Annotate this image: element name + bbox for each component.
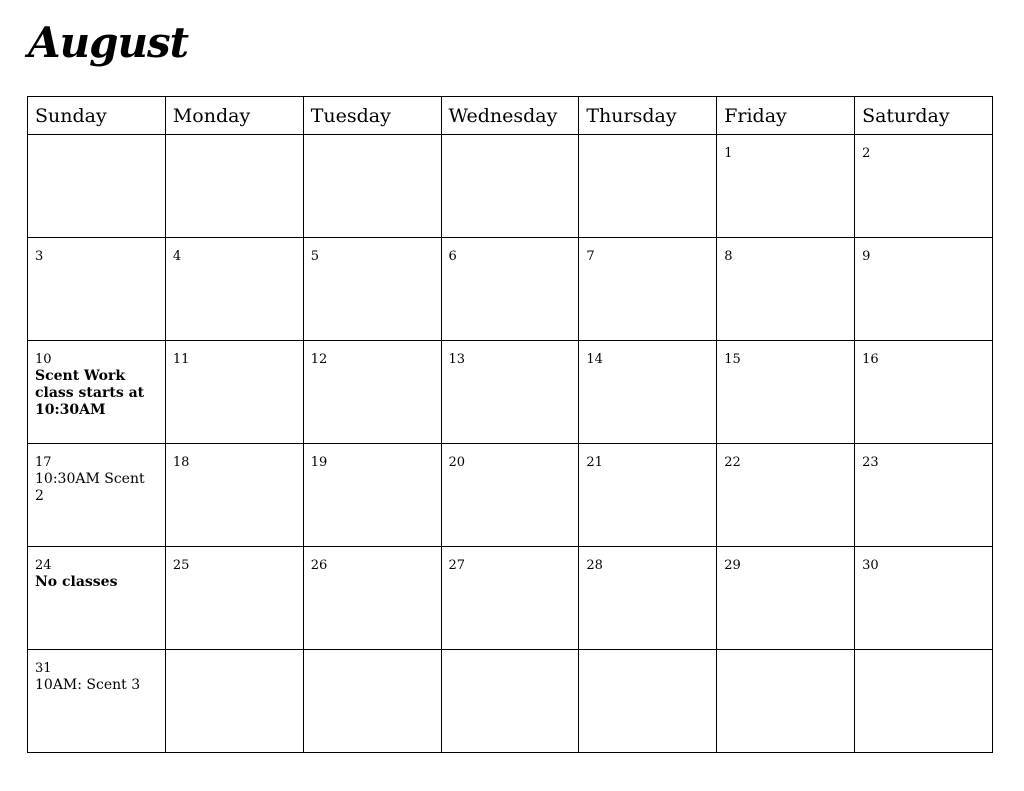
day-cell[interactable] (28, 547, 166, 650)
day-cell-content (717, 650, 854, 661)
day-cell[interactable] (441, 444, 579, 547)
day-number: 27 (448, 558, 466, 573)
day-cell[interactable] (579, 547, 717, 650)
day-cell-content (717, 135, 854, 162)
day-number: 26 (310, 558, 328, 573)
day-cell-content (166, 238, 303, 265)
week-row (28, 444, 993, 547)
day-cell[interactable] (717, 650, 855, 753)
weekday-header-saturday: Saturday (855, 97, 993, 135)
day-number: 1 (724, 146, 733, 161)
event-text: No classes (35, 574, 118, 590)
day-cell-content (579, 135, 716, 146)
day-number: 6 (448, 249, 457, 264)
day-number: 10 (35, 352, 52, 367)
day-cell-content (28, 444, 165, 505)
day-cell[interactable] (165, 238, 303, 341)
day-cell[interactable] (579, 238, 717, 341)
day-number: 4 (172, 249, 182, 264)
day-cell[interactable] (28, 238, 166, 341)
day-cell[interactable] (855, 547, 993, 650)
day-cell[interactable] (579, 341, 717, 444)
day-cell-content (579, 444, 716, 471)
calendar-body (28, 135, 993, 753)
day-cell[interactable] (717, 238, 855, 341)
day-number: 7 (586, 249, 595, 264)
day-cell[interactable] (303, 547, 441, 650)
day-cell-content (855, 444, 992, 471)
day-number: 16 (862, 352, 879, 367)
day-cell[interactable] (579, 444, 717, 547)
day-cell-content (717, 238, 854, 265)
day-cell[interactable] (441, 238, 579, 341)
weekday-header-sunday: Sunday (28, 97, 166, 135)
week-row (28, 135, 993, 238)
day-cell-content (442, 650, 579, 661)
day-cell[interactable] (165, 341, 303, 444)
day-number: 11 (172, 352, 190, 367)
day-number: 8 (724, 249, 733, 264)
day-cell[interactable] (855, 135, 993, 238)
day-cell-content (442, 547, 579, 574)
day-cell-content (579, 650, 716, 661)
day-cell[interactable] (303, 650, 441, 753)
day-cell-content (166, 135, 303, 146)
day-cell-content (304, 341, 441, 368)
day-number: 24 (35, 558, 52, 573)
day-cell-content (304, 238, 441, 265)
day-number: 2 (862, 146, 871, 161)
day-number: 3 (35, 249, 44, 264)
day-cell-content (855, 238, 992, 265)
day-cell[interactable] (441, 135, 579, 238)
day-cell-content (28, 238, 165, 265)
day-cell-content (28, 547, 165, 591)
day-number: 21 (586, 455, 603, 470)
day-cell[interactable] (303, 238, 441, 341)
day-number: 22 (724, 455, 741, 470)
day-cell[interactable] (165, 650, 303, 753)
day-cell-content (166, 650, 303, 661)
day-cell[interactable] (441, 650, 579, 753)
week-row (28, 238, 993, 341)
day-cell[interactable] (303, 341, 441, 444)
day-number: 12 (310, 352, 328, 367)
day-cell-content (717, 341, 854, 368)
day-cell-content (28, 135, 165, 146)
day-number: 20 (448, 455, 466, 470)
weekday-header-thursday: Thursday (579, 97, 717, 135)
day-cell-content (579, 547, 716, 574)
calendar-grid (27, 96, 993, 753)
day-number: 15 (724, 352, 741, 367)
day-cell-content (28, 341, 165, 419)
day-number: 9 (862, 249, 871, 264)
day-cell[interactable] (303, 135, 441, 238)
day-cell-content (166, 444, 303, 471)
day-cell-content (304, 444, 441, 471)
day-cell[interactable] (855, 650, 993, 753)
week-row (28, 650, 993, 753)
day-cell-content (304, 547, 441, 574)
day-cell-content (855, 135, 992, 162)
day-number: 29 (724, 558, 741, 573)
event-text: 10AM: Scent 3 (35, 677, 141, 693)
weekday-header-friday: Friday (717, 97, 855, 135)
day-cell[interactable] (28, 650, 166, 753)
day-cell-content (717, 444, 854, 471)
weekday-header-wednesday: Wednesday (441, 97, 579, 135)
week-row (28, 547, 993, 650)
day-cell[interactable] (441, 341, 579, 444)
day-cell-content (442, 341, 579, 368)
day-cell[interactable] (855, 341, 993, 444)
day-cell[interactable] (165, 547, 303, 650)
day-cell[interactable] (303, 444, 441, 547)
day-cell-content (166, 547, 303, 574)
day-cell[interactable] (579, 650, 717, 753)
day-cell[interactable] (717, 135, 855, 238)
day-number: 14 (586, 352, 603, 367)
day-cell[interactable] (28, 444, 166, 547)
day-cell-content (442, 444, 579, 471)
day-cell-content (579, 238, 716, 265)
day-number: 30 (862, 558, 879, 573)
day-cell[interactable] (165, 444, 303, 547)
day-cell[interactable] (855, 238, 993, 341)
day-number: 19 (310, 455, 328, 470)
day-cell[interactable] (855, 444, 993, 547)
day-number: 25 (172, 558, 190, 573)
day-cell-content (855, 650, 992, 661)
day-cell-content (579, 341, 716, 368)
day-cell-content (442, 238, 579, 265)
day-cell-content (442, 135, 579, 146)
day-cell[interactable] (717, 444, 855, 547)
day-number: 18 (172, 455, 190, 470)
day-cell-content (304, 650, 441, 661)
week-row (28, 341, 993, 444)
day-cell[interactable] (165, 135, 303, 238)
day-cell-content (855, 547, 992, 574)
day-cell[interactable] (28, 135, 166, 238)
day-number: 31 (35, 661, 52, 676)
day-cell[interactable] (28, 341, 166, 444)
weekday-header-monday: Monday (165, 97, 303, 135)
day-cell-content (304, 135, 441, 146)
day-number: 23 (862, 455, 879, 470)
day-cell-content (28, 650, 165, 694)
day-cell-content (717, 547, 854, 574)
day-cell[interactable] (717, 547, 855, 650)
day-cell[interactable] (579, 135, 717, 238)
event-text: Scent Work class starts at 10:30AM (35, 368, 145, 418)
day-cell[interactable] (441, 547, 579, 650)
month-title: August (28, 18, 189, 67)
event-text: 10:30AM Scent 2 (35, 471, 145, 504)
day-cell-content (166, 341, 303, 368)
weekday-header-row (28, 97, 993, 135)
day-cell-content (855, 341, 992, 368)
day-number: 13 (448, 352, 466, 367)
day-number: 17 (35, 455, 52, 470)
day-cell[interactable] (717, 341, 855, 444)
day-number: 5 (310, 249, 319, 264)
weekday-header-tuesday: Tuesday (303, 97, 441, 135)
day-number: 28 (586, 558, 603, 573)
